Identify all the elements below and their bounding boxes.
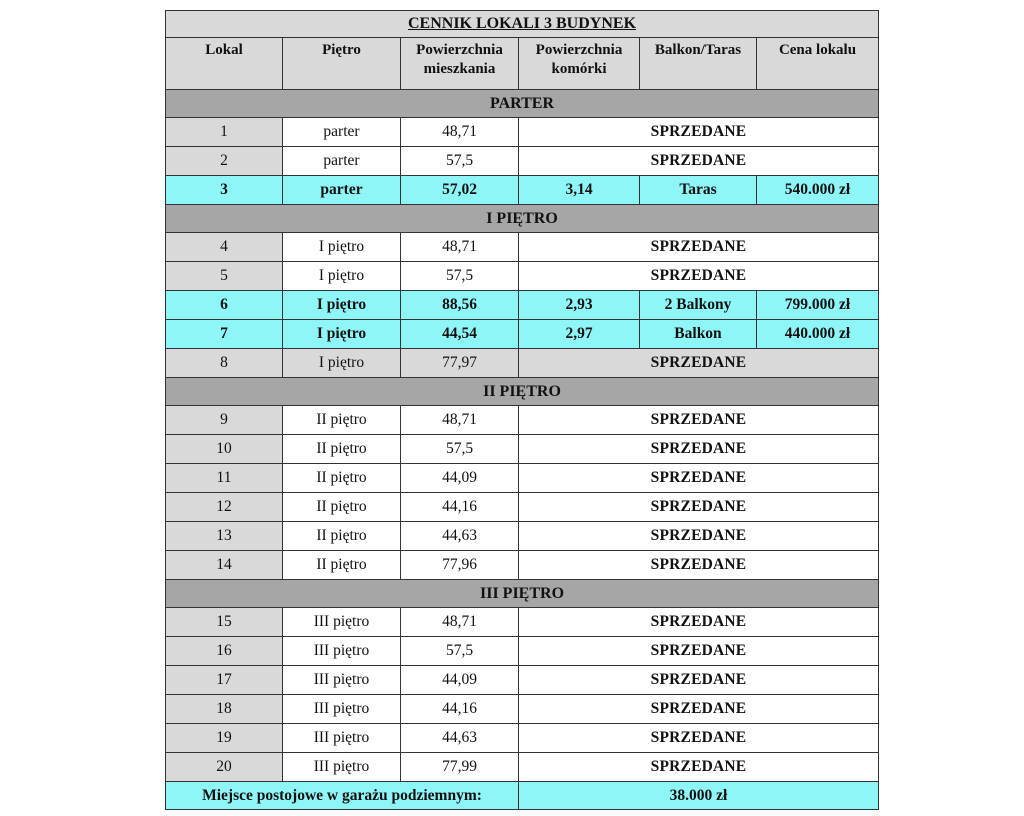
- cell-pow-mieszkania: 44,09: [401, 464, 519, 493]
- cell-pow-mieszkania: 48,71: [401, 118, 519, 147]
- cell-cena: 799.000 zł: [757, 291, 879, 320]
- cell-pow-mieszkania: 44,09: [401, 666, 519, 695]
- cell-status-sold: SPRZEDANE: [519, 406, 879, 435]
- cell-lokal: 17: [166, 666, 283, 695]
- cell-pow-mieszkania: 77,97: [401, 349, 519, 378]
- cell-pietro: parter: [283, 118, 401, 147]
- table-row: [166, 118, 879, 147]
- section-title: III PIĘTRO: [166, 580, 879, 608]
- header-pietro: Piętro: [283, 38, 401, 90]
- table-row: [166, 695, 879, 724]
- cell-pow-mieszkania: 57,5: [401, 637, 519, 666]
- cell-lokal: 15: [166, 608, 283, 637]
- cell-lokal: 9: [166, 406, 283, 435]
- table-row: [166, 291, 879, 320]
- cell-pow-mieszkania: 88,56: [401, 291, 519, 320]
- cell-pietro: II piętro: [283, 493, 401, 522]
- table-row: [166, 262, 879, 291]
- header-cena: Cena lokalu: [757, 38, 879, 90]
- cell-status-sold: SPRZEDANE: [519, 262, 879, 291]
- table-row: [166, 406, 879, 435]
- cell-cena: 540.000 zł: [757, 176, 879, 205]
- parking-price: 38.000 zł: [519, 782, 879, 810]
- cell-status-sold: SPRZEDANE: [519, 724, 879, 753]
- table-row: [166, 233, 879, 262]
- cell-pow-mieszkania: 44,16: [401, 695, 519, 724]
- cell-pietro: I piętro: [283, 291, 401, 320]
- cell-balkon: Balkon: [640, 320, 757, 349]
- cell-lokal: 8: [166, 349, 283, 378]
- table-row: [166, 464, 879, 493]
- cell-lokal: 5: [166, 262, 283, 291]
- section-row: [166, 205, 879, 233]
- section-title: I PIĘTRO: [166, 205, 879, 233]
- cell-status-sold: SPRZEDANE: [519, 753, 879, 782]
- cell-status-sold: SPRZEDANE: [519, 435, 879, 464]
- table-row: [166, 320, 879, 349]
- cell-pow-mieszkania: 77,96: [401, 551, 519, 580]
- column-header-row: [166, 38, 879, 90]
- cell-pietro: II piętro: [283, 551, 401, 580]
- table-row: [166, 637, 879, 666]
- cell-pow-mieszkania: 48,71: [401, 233, 519, 262]
- cell-cena: 440.000 zł: [757, 320, 879, 349]
- cell-lokal: 12: [166, 493, 283, 522]
- table-row: [166, 147, 879, 176]
- cell-pow-mieszkania: 77,99: [401, 753, 519, 782]
- cell-lokal: 18: [166, 695, 283, 724]
- table-row: [166, 493, 879, 522]
- cell-pietro: II piętro: [283, 464, 401, 493]
- section-title: PARTER: [166, 90, 879, 118]
- table-row: [166, 666, 879, 695]
- table-row: [166, 176, 879, 205]
- table-row: [166, 551, 879, 580]
- cell-pietro: III piętro: [283, 753, 401, 782]
- cell-lokal: 1: [166, 118, 283, 147]
- cell-lokal: 11: [166, 464, 283, 493]
- table-row: [166, 349, 879, 378]
- cell-pow-mieszkania: 57,5: [401, 262, 519, 291]
- cell-lokal: 10: [166, 435, 283, 464]
- cell-status-sold: SPRZEDANE: [519, 118, 879, 147]
- section-row: [166, 378, 879, 406]
- cell-pietro: III piętro: [283, 637, 401, 666]
- parking-label: Miejsce postojowe w garażu podziemnym:: [166, 782, 519, 810]
- table-title-row: [166, 11, 879, 38]
- cell-status-sold: SPRZEDANE: [519, 493, 879, 522]
- cell-lokal: 6: [166, 291, 283, 320]
- cell-pow-mieszkania: 48,71: [401, 608, 519, 637]
- parking-row: [166, 782, 879, 810]
- cell-pietro: II piętro: [283, 522, 401, 551]
- cell-pietro: I piętro: [283, 233, 401, 262]
- cell-lokal: 13: [166, 522, 283, 551]
- header-pow-komorki: Powierzchnia komórki: [519, 38, 640, 90]
- cell-pow-mieszkania: 57,5: [401, 435, 519, 464]
- table-title: CENNIK LOKALI 3 BUDYNEK: [166, 11, 879, 38]
- cell-pow-mieszkania: 44,54: [401, 320, 519, 349]
- header-pow-mieszkania: Powierzchnia mieszkania: [401, 38, 519, 90]
- cell-lokal: 2: [166, 147, 283, 176]
- cell-pow-komorki: 2,97: [519, 320, 640, 349]
- cell-lokal: 19: [166, 724, 283, 753]
- cell-pietro: II piętro: [283, 435, 401, 464]
- cell-pietro: parter: [283, 147, 401, 176]
- section-title: II PIĘTRO: [166, 378, 879, 406]
- table-row: [166, 753, 879, 782]
- cell-pow-mieszkania: 57,5: [401, 147, 519, 176]
- cell-pietro: I piętro: [283, 262, 401, 291]
- cell-status-sold: SPRZEDANE: [519, 233, 879, 262]
- cell-pietro: III piętro: [283, 608, 401, 637]
- cell-status-sold: SPRZEDANE: [519, 522, 879, 551]
- table-row: [166, 724, 879, 753]
- cell-pietro: II piętro: [283, 406, 401, 435]
- table-row: [166, 608, 879, 637]
- section-row: [166, 580, 879, 608]
- cell-lokal: 4: [166, 233, 283, 262]
- price-list-table: [165, 10, 879, 810]
- cell-pietro: I piętro: [283, 320, 401, 349]
- table-row: [166, 522, 879, 551]
- section-row: [166, 90, 879, 118]
- cell-pow-mieszkania: 57,02: [401, 176, 519, 205]
- cell-pow-komorki: 3,14: [519, 176, 640, 205]
- cell-status-sold: SPRZEDANE: [519, 666, 879, 695]
- cell-status-sold: SPRZEDANE: [519, 349, 879, 378]
- cell-pietro: III piętro: [283, 666, 401, 695]
- cell-status-sold: SPRZEDANE: [519, 464, 879, 493]
- header-balkon: Balkon/Taras: [640, 38, 757, 90]
- cell-lokal: 14: [166, 551, 283, 580]
- cell-balkon: 2 Balkony: [640, 291, 757, 320]
- cell-pow-komorki: 2,93: [519, 291, 640, 320]
- cell-status-sold: SPRZEDANE: [519, 608, 879, 637]
- cell-pow-mieszkania: 44,63: [401, 522, 519, 551]
- cell-status-sold: SPRZEDANE: [519, 147, 879, 176]
- cell-status-sold: SPRZEDANE: [519, 637, 879, 666]
- cell-lokal: 16: [166, 637, 283, 666]
- header-lokal: Lokal: [166, 38, 283, 90]
- cell-lokal: 3: [166, 176, 283, 205]
- cell-pietro: III piętro: [283, 724, 401, 753]
- price-list-body: [166, 11, 879, 810]
- cell-pow-mieszkania: 44,63: [401, 724, 519, 753]
- cell-lokal: 7: [166, 320, 283, 349]
- cell-pietro: I piętro: [283, 349, 401, 378]
- cell-pow-mieszkania: 48,71: [401, 406, 519, 435]
- cell-pow-mieszkania: 44,16: [401, 493, 519, 522]
- cell-pietro: parter: [283, 176, 401, 205]
- cell-status-sold: SPRZEDANE: [519, 695, 879, 724]
- table-row: [166, 435, 879, 464]
- cell-lokal: 20: [166, 753, 283, 782]
- cell-status-sold: SPRZEDANE: [519, 551, 879, 580]
- cell-pietro: III piętro: [283, 695, 401, 724]
- cell-balkon: Taras: [640, 176, 757, 205]
